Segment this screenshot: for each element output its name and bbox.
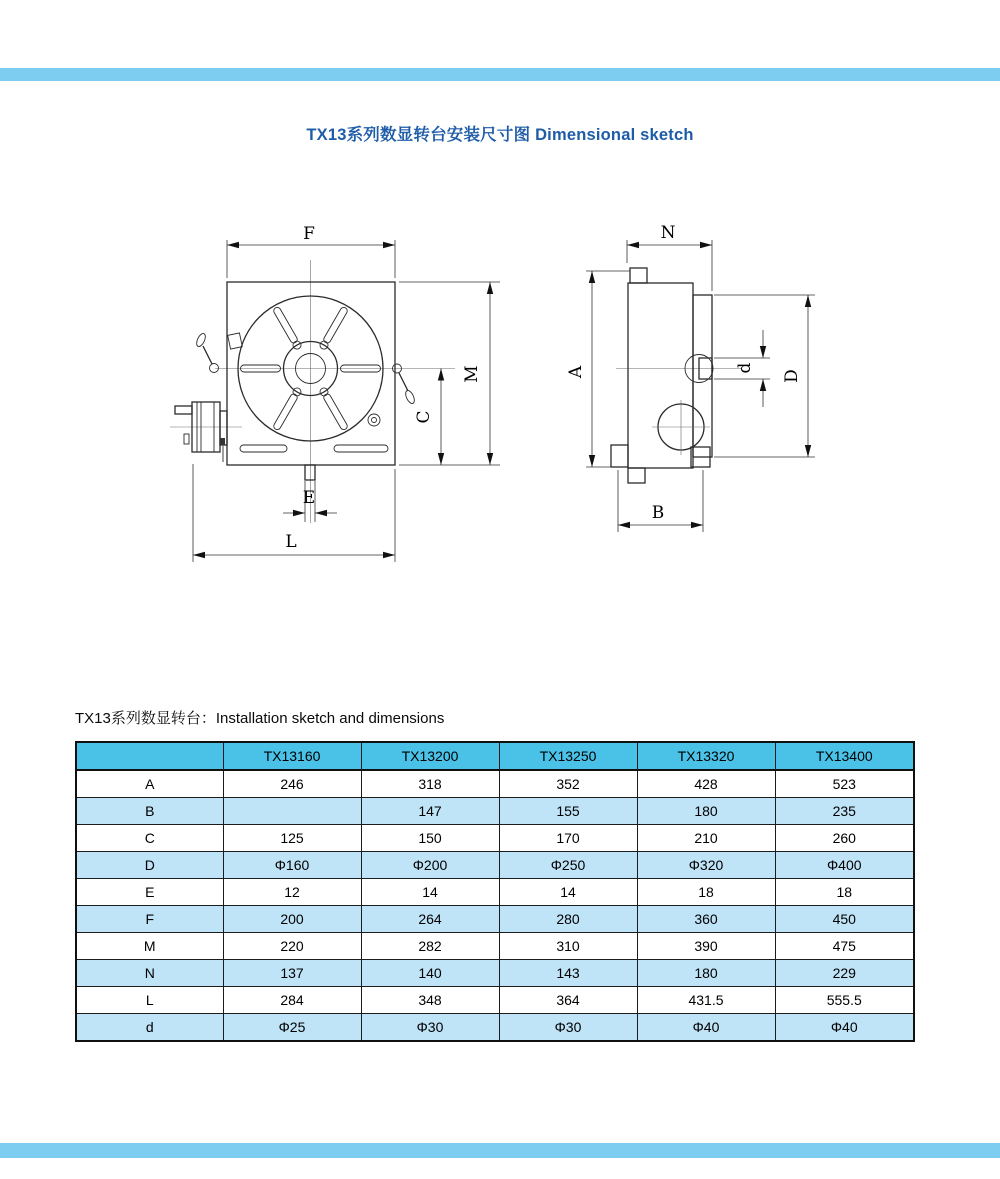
value-cell: 450: [775, 906, 914, 933]
dimension-F: [227, 224, 395, 278]
value-cell: 180: [637, 798, 775, 825]
param-cell: d: [76, 1014, 223, 1042]
value-cell: 246: [223, 770, 361, 798]
dimensions-table: [75, 741, 915, 1042]
header-row: [76, 742, 914, 770]
value-cell: 352: [499, 770, 637, 798]
value-cell: 360: [637, 906, 775, 933]
value-cell: Φ250: [499, 852, 637, 879]
table-header-row: [76, 742, 914, 770]
value-cell: 155: [499, 798, 637, 825]
value-cell: 282: [361, 933, 499, 960]
value-cell: 523: [775, 770, 914, 798]
value-cell: 137: [223, 960, 361, 987]
table-body-outline: [227, 282, 395, 465]
value-cell: 143: [499, 960, 637, 987]
table-row: [76, 798, 914, 825]
table-row: [76, 906, 914, 933]
value-cell: 364: [499, 987, 637, 1014]
side-body-outline: [628, 283, 693, 468]
table-row: [76, 852, 914, 879]
screw-center: [372, 418, 377, 423]
dimension-C: [414, 369, 441, 466]
table-row: [76, 1014, 914, 1042]
dimension-A: [566, 271, 630, 467]
value-cell: 310: [499, 933, 637, 960]
dimension-D: [714, 295, 815, 457]
value-cell: 125: [223, 825, 361, 852]
table-body-rows: [76, 770, 914, 1041]
base-slot: [240, 445, 287, 452]
value-cell: 348: [361, 987, 499, 1014]
dimension-N: [627, 223, 712, 291]
value-cell: 318: [361, 770, 499, 798]
value-cell: 18: [775, 879, 914, 906]
dim-label-N: N: [660, 223, 676, 243]
header-cell-blank: [76, 742, 223, 770]
value-cell: 18: [637, 879, 775, 906]
dim-label-F: F: [303, 224, 315, 244]
value-cell: Φ160: [223, 852, 361, 879]
value-cell: 140: [361, 960, 499, 987]
value-cell: 147: [361, 798, 499, 825]
dimensional-sketch: [120, 215, 880, 575]
dimension-E: [283, 481, 337, 522]
dim-label-L: L: [285, 532, 297, 552]
dimension-M: [399, 282, 500, 465]
footer-accent-bar: [0, 1143, 1000, 1158]
value-cell: 555.5: [775, 987, 914, 1014]
handwheel-assembly: [175, 402, 227, 462]
table-caption: TX13系列数显转台：Installation sketch and dimensions: [75, 710, 445, 727]
value-cell: 220: [223, 933, 361, 960]
dim-label-D: D: [782, 369, 802, 383]
table-row: [76, 770, 914, 798]
value-cell: 150: [361, 825, 499, 852]
foot-bottom-tab: [628, 468, 645, 483]
value-cell: 14: [361, 879, 499, 906]
value-cell: Φ400: [775, 852, 914, 879]
table-flange: [693, 295, 712, 457]
value-cell: 200: [223, 906, 361, 933]
value-cell: 428: [637, 770, 775, 798]
header-cell-model: TX13200: [361, 742, 499, 770]
param-cell: L: [76, 987, 223, 1014]
tenon: [305, 465, 315, 480]
top-tab: [630, 268, 647, 283]
value-cell: 284: [223, 987, 361, 1014]
value-cell: Φ30: [499, 1014, 637, 1042]
value-cell: 390: [637, 933, 775, 960]
value-cell: Φ40: [775, 1014, 914, 1042]
value-cell: [223, 798, 361, 825]
value-cell: Φ25: [223, 1014, 361, 1042]
param-cell: A: [76, 770, 223, 798]
foot-left: [611, 445, 628, 467]
header-accent-bar: [0, 68, 1000, 81]
value-cell: Φ30: [361, 1014, 499, 1042]
value-cell: 260: [775, 825, 914, 852]
dimension-B: [618, 470, 703, 532]
value-cell: 229: [775, 960, 914, 987]
dim-label-M: M: [462, 365, 482, 383]
param-cell: E: [76, 879, 223, 906]
dim-label-C: C: [414, 410, 434, 424]
table-row: [76, 825, 914, 852]
value-cell: 475: [775, 933, 914, 960]
value-cell: 264: [361, 906, 499, 933]
table-row: [76, 960, 914, 987]
dim-label-d: d: [735, 362, 755, 374]
param-cell: B: [76, 798, 223, 825]
value-cell: 180: [637, 960, 775, 987]
value-cell: 235: [775, 798, 914, 825]
value-cell: Φ320: [637, 852, 775, 879]
value-cell: Φ200: [361, 852, 499, 879]
value-cell: 14: [499, 879, 637, 906]
base-slot: [334, 445, 388, 452]
table-row: [76, 933, 914, 960]
param-cell: C: [76, 825, 223, 852]
dim-label-E: E: [302, 488, 316, 508]
side-view-drawing: [566, 223, 815, 532]
dim-label-A: A: [566, 365, 586, 379]
dim-label-B: B: [651, 503, 665, 523]
header-cell-model: TX13160: [223, 742, 361, 770]
clamp-lever-left: [195, 332, 242, 372]
front-view-drawing: [170, 224, 500, 562]
param-cell: D: [76, 852, 223, 879]
param-cell: F: [76, 906, 223, 933]
clamp-lever-right: [393, 364, 417, 405]
value-cell: 280: [499, 906, 637, 933]
table-row: [76, 987, 914, 1014]
value-cell: Φ40: [637, 1014, 775, 1042]
value-cell: 210: [637, 825, 775, 852]
header-cell-model: TX13400: [775, 742, 914, 770]
header-cell-model: TX13250: [499, 742, 637, 770]
param-cell: N: [76, 960, 223, 987]
page-title: TX13系列数显转台安装尺寸图 Dimensional sketch: [306, 126, 694, 144]
param-cell: M: [76, 933, 223, 960]
header-cell-model: TX13320: [637, 742, 775, 770]
value-cell: 12: [223, 879, 361, 906]
table-row: [76, 879, 914, 906]
value-cell: 170: [499, 825, 637, 852]
screw: [368, 414, 380, 426]
value-cell: 431.5: [637, 987, 775, 1014]
